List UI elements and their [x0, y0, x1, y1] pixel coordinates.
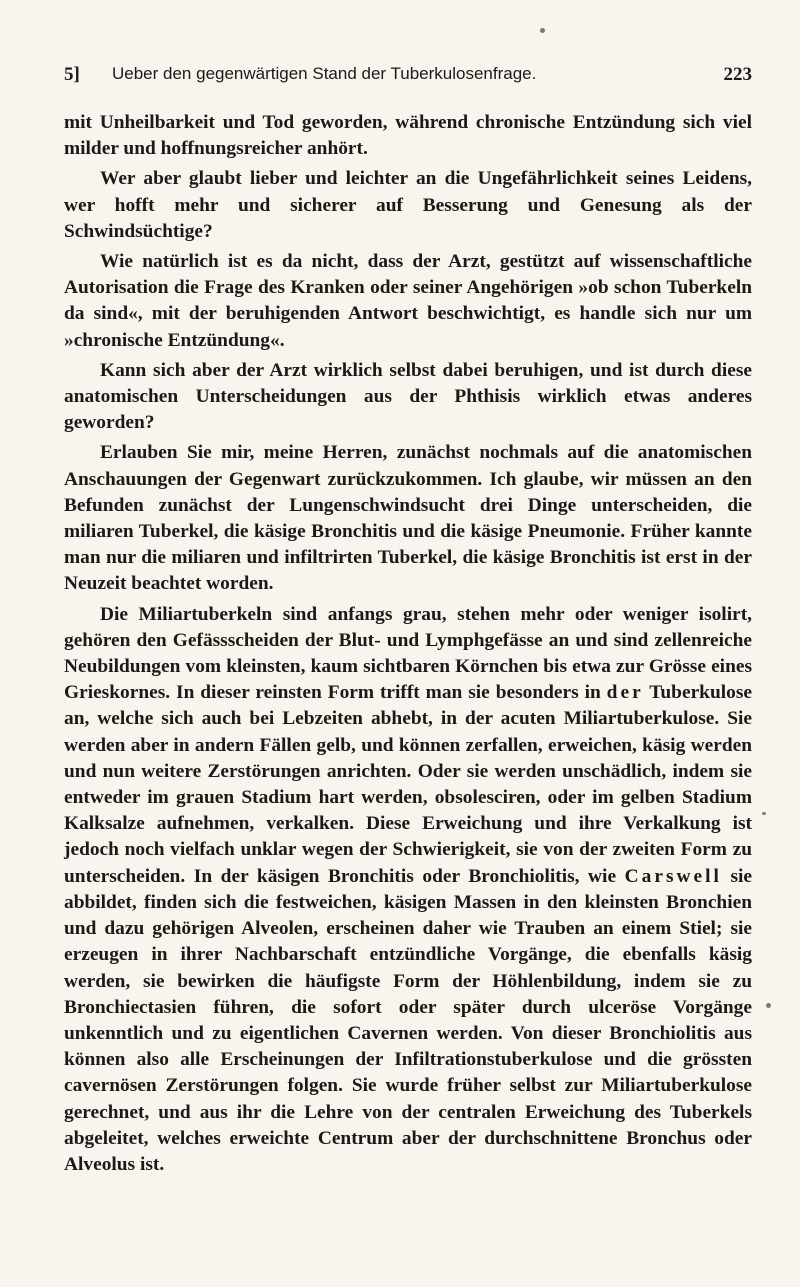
running-title: Ueber den gegenwärtigen Stand der Tuberkulosenfrage. — [112, 64, 537, 83]
paragraph: Kann sich aber der Arzt wirklich selbst dabei beruhigen, und ist durch diese anatomischen Unterscheidungen aus der Phthisis wirklich etwas anderes geworden? — [64, 359, 752, 434]
text-run: sie abbildet, finden sich die festweichen, käsigen Massen in den kleinsten Bronchien und dazu gehörigen Alveolen, erscheinen daher wie Trauben an einem Stiel; sie erzeugen in ihrer Nachbarschaft entzündliche Vorgänge, die ebenfalls käsig werden, sie bewirken die häufigste Form der Höhlenbildung, indem sie zu Bronchiectasien führen, die sofort oder später durch ulceröse Vorgänge unkenntlich und zu eigentlichen Cavernen werden. Von dieser Bronchiolitis aus können also alle Erscheinungen der Infiltrationstuberkulose und die grössten cavernösen Zerstörungen folgen. Sie wurde früher selbst zur Miliartuberkulose gerechnet, und aus ihr die Lehre von der centralen Erweichung des Tuberkels abgeleitet, welches erweichte Centrum aber der durchschnittene Bronchus oder Alveolus ist. — [64, 865, 753, 1175]
paragraph: Wie natürlich ist es da nicht, dass der Arzt, gestützt auf wissenschaftliche Autorisation die Frage des Kranken oder seiner Angehörigen »ob schon Tuberkeln da sind«, mit der beruhigenden Antwort beschwichtigt, es handle sich nur um »chronische Entzündung«. — [64, 251, 752, 351]
paragraph: Erlauben Sie mir, meine Herren, zunächst nochmals auf die anatomischen Anschauungen der Gegenwart zurückzukommen. Ich glaube, wir müssen an den Befunden zunächst der Lungenschwindsucht drei Dinge unterscheiden, die miliaren Tuberkel, die käsige Bronchitis und die käsige Pneumonie. Früher kannte man nur die miliaren und infiltrirten Tuberkel, die käsige Bronchitis ist erst in der Neuzeit beachtet worden. — [64, 442, 752, 595]
body-text — [64, 110, 752, 1182]
section-number: 5] — [64, 64, 80, 85]
paragraph — [64, 602, 752, 1178]
print-speck — [766, 1003, 771, 1008]
print-speck — [762, 812, 766, 815]
print-speck — [540, 28, 545, 33]
text-run: Tuberkulose an, welche sich auch bei Lebzeiten abhebt, in der acuten Miliartuberkulose. Sie werden aber in andern Fällen gelb, und können zerfallen, erweichen, käsig werden und nun weitere Zerstörungen anrichten. Oder sie werden unschädlich, indem sie entweder im grauen Stadium hart werden, obsolesciren, oder im gelben Stadium Kalksalze aufnehmen, verkalken. Diese Erweichung und ihre Verkalkung ist jedoch noch vielfach unklar wegen der Schwierigkeit, sie von der zweiten Form zu unterscheiden. In der käsigen Bronchitis oder Bronchiolitis, wie — [64, 682, 752, 887]
paragraph: mit Unheilbarkeit und Tod geworden, während chronische Entzündung sich viel milder und hoffnungsreicher anhört. — [64, 112, 752, 160]
emphasized-word: der — [606, 682, 644, 704]
author-name: Carswell — [624, 865, 722, 887]
page-number: 223 — [723, 64, 752, 85]
paragraph: Wer aber glaubt lieber und leichter an die Ungefährlichkeit seines Leidens, wer hofft mehr und sicherer auf Besserung und Genesung als der Schwindsüchtige? — [64, 168, 752, 242]
running-head — [64, 64, 752, 88]
text-run: Die Miliartuberkeln sind anfangs grau, stehen mehr oder weniger isolirt, gehören den Gefässscheiden der Blut- und Lymphgefässe an und sind zellenreiche Neubildungen vom kleinsten, kaum sichtbaren Körnchen bis etwa zur Grösse eines Grieskornes. In dieser reinsten Form trifft man sie besonders in — [64, 603, 752, 704]
